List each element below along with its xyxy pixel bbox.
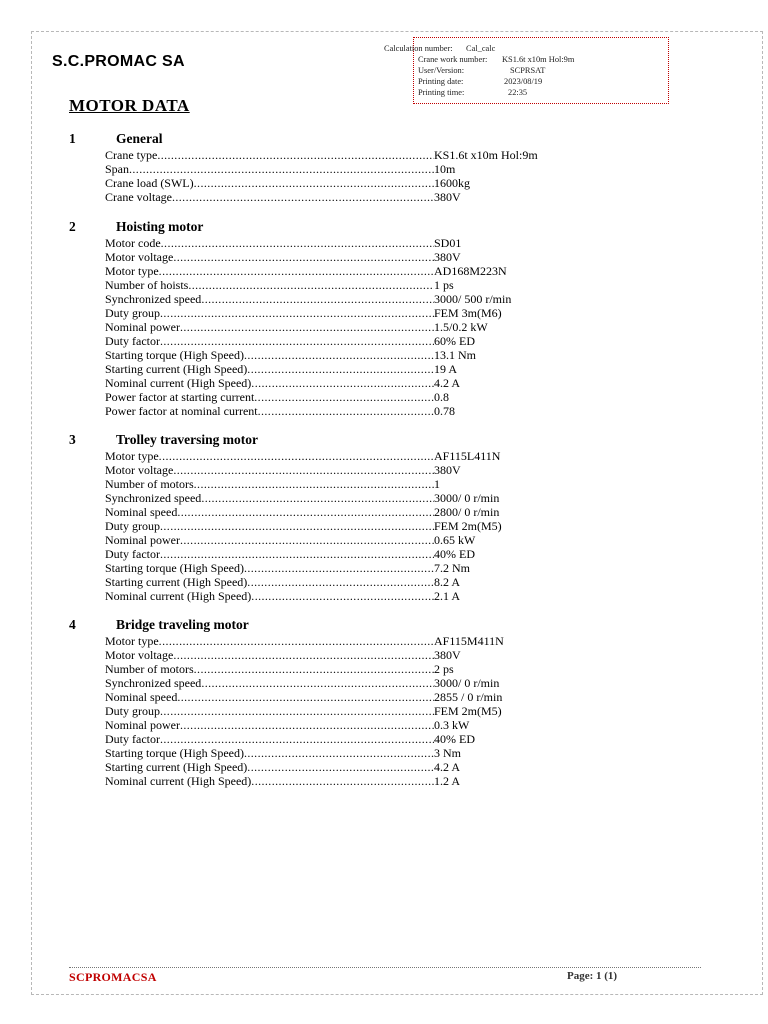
row-label: Motor type ..... <box>105 634 434 648</box>
section-rows <box>105 634 504 788</box>
data-row <box>105 148 538 162</box>
row-label: Starting torque (High Speed) ..... <box>105 561 434 575</box>
data-row <box>105 404 511 418</box>
info-value: KS1.6t x10m Hol:9m <box>502 55 575 64</box>
row-value: 1.2 A <box>434 774 461 788</box>
row-value: 7.2 Nm <box>434 561 470 575</box>
data-row <box>105 676 504 690</box>
row-value: 4.2 A <box>434 376 461 390</box>
company-name: S.C.PROMAC SA <box>52 53 185 70</box>
data-row <box>105 662 504 676</box>
row-value: KS1.6t x10m Hol:9m <box>434 148 538 162</box>
section-rows <box>105 148 538 204</box>
row-value: 1.5/0.2 kW <box>434 320 488 334</box>
row-value: 380V <box>434 250 461 264</box>
row-label: Starting torque (High Speed) ..... <box>105 348 434 362</box>
row-value: 1 ps <box>434 278 454 292</box>
section-hoisting-motor <box>69 218 511 418</box>
row-label: Crane load (SWL) ..... <box>105 176 434 190</box>
section-title: Trolley traversing motor <box>116 432 258 447</box>
info-label: Printing date: <box>418 77 464 86</box>
row-value: SD01 <box>434 236 462 250</box>
row-value: AF115M411N <box>434 634 504 648</box>
row-label: Crane type ..... <box>105 148 434 162</box>
document-title: MOTOR DATA <box>69 96 190 115</box>
section-heading <box>69 218 511 236</box>
data-row <box>105 519 502 533</box>
data-row <box>105 362 511 376</box>
row-label: Number of hoists ..... <box>105 278 434 292</box>
section-heading <box>69 130 538 148</box>
row-label: Number of motors ..... <box>105 662 434 676</box>
data-row <box>105 320 511 334</box>
row-value: 8.2 A <box>434 575 461 589</box>
data-row <box>105 760 504 774</box>
section-number: 1 <box>69 131 76 146</box>
info-row-crane-work-number <box>418 55 574 65</box>
row-label: Duty factor ..... <box>105 334 434 348</box>
row-value: 2 ps <box>434 662 454 676</box>
info-row-user-version <box>418 66 545 76</box>
data-row <box>105 236 511 250</box>
row-value: AD168M223N <box>434 264 507 278</box>
section-heading <box>69 616 504 634</box>
row-value: 1 <box>434 477 440 491</box>
row-label: Motor type ..... <box>105 264 434 278</box>
row-value: FEM 3m(M6) <box>434 306 502 320</box>
info-label: User/Version: <box>418 66 465 75</box>
section-trolley-traversing-motor <box>69 431 502 603</box>
row-label: Motor voltage ..... <box>105 648 434 662</box>
row-value: 1600kg <box>434 176 470 190</box>
row-value: 10m <box>434 162 456 176</box>
page-number: Page: 1 (1) <box>567 970 618 982</box>
section-title: General <box>116 131 163 146</box>
info-value: 2023/08/19 <box>504 77 543 86</box>
section-bridge-traveling-motor <box>69 616 504 788</box>
row-value: 0.3 kW <box>434 718 470 732</box>
data-row <box>105 292 511 306</box>
row-label: Starting current (High Speed) ..... <box>105 575 434 589</box>
row-label: Nominal power ..... <box>105 718 434 732</box>
row-value: FEM 2m(M5) <box>434 519 502 533</box>
section-number: 4 <box>69 617 76 632</box>
info-row-calculation-number <box>384 44 495 54</box>
data-row <box>105 376 511 390</box>
data-row <box>105 634 504 648</box>
data-row <box>105 477 502 491</box>
row-label: Duty factor ..... <box>105 547 434 561</box>
data-row <box>105 648 504 662</box>
data-row <box>105 491 502 505</box>
row-label: Duty group ..... <box>105 519 434 533</box>
row-value: 2855 / 0 r/min <box>434 690 503 704</box>
row-value: 3 Nm <box>434 746 461 760</box>
data-row <box>105 348 511 362</box>
data-row <box>105 250 511 264</box>
info-value: Cal_calc <box>466 44 496 53</box>
row-value: 380V <box>434 463 461 477</box>
data-row <box>105 306 511 320</box>
data-row <box>105 176 538 190</box>
data-row <box>105 732 504 746</box>
data-row <box>105 774 504 788</box>
row-label: Starting current (High Speed) ..... <box>105 760 434 774</box>
row-label: Synchronized speed ..... <box>105 676 434 690</box>
section-title: Bridge traveling motor <box>116 617 249 632</box>
row-value: AF115L411N <box>434 449 501 463</box>
row-label: Synchronized speed ..... <box>105 292 434 306</box>
data-row <box>105 704 504 718</box>
row-label: Power factor at nominal current ..... <box>105 404 434 418</box>
row-label: Motor code ..... <box>105 236 434 250</box>
row-value: 0.65 kW <box>434 533 476 547</box>
section-rows <box>105 449 502 603</box>
data-row <box>105 278 511 292</box>
data-row <box>105 334 511 348</box>
section-heading <box>69 431 502 449</box>
data-row <box>105 162 538 176</box>
section-number: 3 <box>69 432 76 447</box>
row-label: Starting torque (High Speed) ..... <box>105 746 434 760</box>
row-label: Nominal current (High Speed) ..... <box>105 376 434 390</box>
data-row <box>105 390 511 404</box>
data-row <box>105 575 502 589</box>
data-row <box>105 449 502 463</box>
info-value: 22:35 <box>508 88 528 97</box>
row-label: Motor voltage ..... <box>105 250 434 264</box>
info-label: Crane work number: <box>418 55 488 64</box>
section-title: Hoisting motor <box>116 219 204 234</box>
row-value: 0.78 <box>434 404 455 418</box>
row-value: 40% ED <box>434 547 475 561</box>
row-label: Starting current (High Speed) ..... <box>105 362 434 376</box>
row-label: Nominal current (High Speed) ..... <box>105 774 434 788</box>
row-value: 0.8 <box>434 390 449 404</box>
info-row-printing-date <box>418 77 542 87</box>
row-label: Nominal current (High Speed) ..... <box>105 589 434 603</box>
row-label: Duty factor ..... <box>105 732 434 746</box>
row-value: 3000/ 500 r/min <box>434 292 512 306</box>
info-row-printing-time <box>418 88 527 98</box>
data-row <box>105 561 502 575</box>
row-label: Nominal speed ..... <box>105 505 434 519</box>
row-label: Nominal power ..... <box>105 533 434 547</box>
info-label: Printing time: <box>418 88 465 97</box>
footer-company: SCPROMACSA <box>69 970 157 984</box>
section-general <box>69 130 538 204</box>
row-value: 4.2 A <box>434 760 461 774</box>
row-label: Number of motors ..... <box>105 477 434 491</box>
row-label: Motor voltage ..... <box>105 463 434 477</box>
row-value: 2.1 A <box>434 589 461 603</box>
row-value: 2800/ 0 r/min <box>434 505 500 519</box>
data-row <box>105 589 502 603</box>
row-value: 3000/ 0 r/min <box>434 491 500 505</box>
row-label: Duty group ..... <box>105 306 434 320</box>
row-value: 380V <box>434 190 461 204</box>
data-row <box>105 190 538 204</box>
data-row <box>105 463 502 477</box>
section-rows <box>105 236 511 418</box>
row-label: Nominal power ..... <box>105 320 434 334</box>
row-value: 3000/ 0 r/min <box>434 676 500 690</box>
info-label: Calculation number: <box>384 44 453 53</box>
data-row <box>105 533 502 547</box>
row-label: Motor type ..... <box>105 449 434 463</box>
data-row <box>105 547 502 561</box>
section-number: 2 <box>69 219 76 234</box>
row-label: Synchronized speed ..... <box>105 491 434 505</box>
footer-divider <box>69 967 701 968</box>
data-row <box>105 746 504 760</box>
row-label: Nominal speed ..... <box>105 690 434 704</box>
info-value: SCPRSAT <box>510 66 546 75</box>
data-row <box>105 264 511 278</box>
row-label: Duty group ..... <box>105 704 434 718</box>
data-row <box>105 505 502 519</box>
row-label: Crane voltage ..... <box>105 190 434 204</box>
data-row <box>105 718 504 732</box>
data-row <box>105 690 504 704</box>
row-value: FEM 2m(M5) <box>434 704 502 718</box>
row-value: 19 A <box>434 362 458 376</box>
row-label: Span ..... <box>105 162 434 176</box>
row-value: 380V <box>434 648 461 662</box>
row-value: 13.1 Nm <box>434 348 476 362</box>
row-value: 60% ED <box>434 334 475 348</box>
row-value: 40% ED <box>434 732 475 746</box>
row-label: Power factor at starting current ..... <box>105 390 434 404</box>
